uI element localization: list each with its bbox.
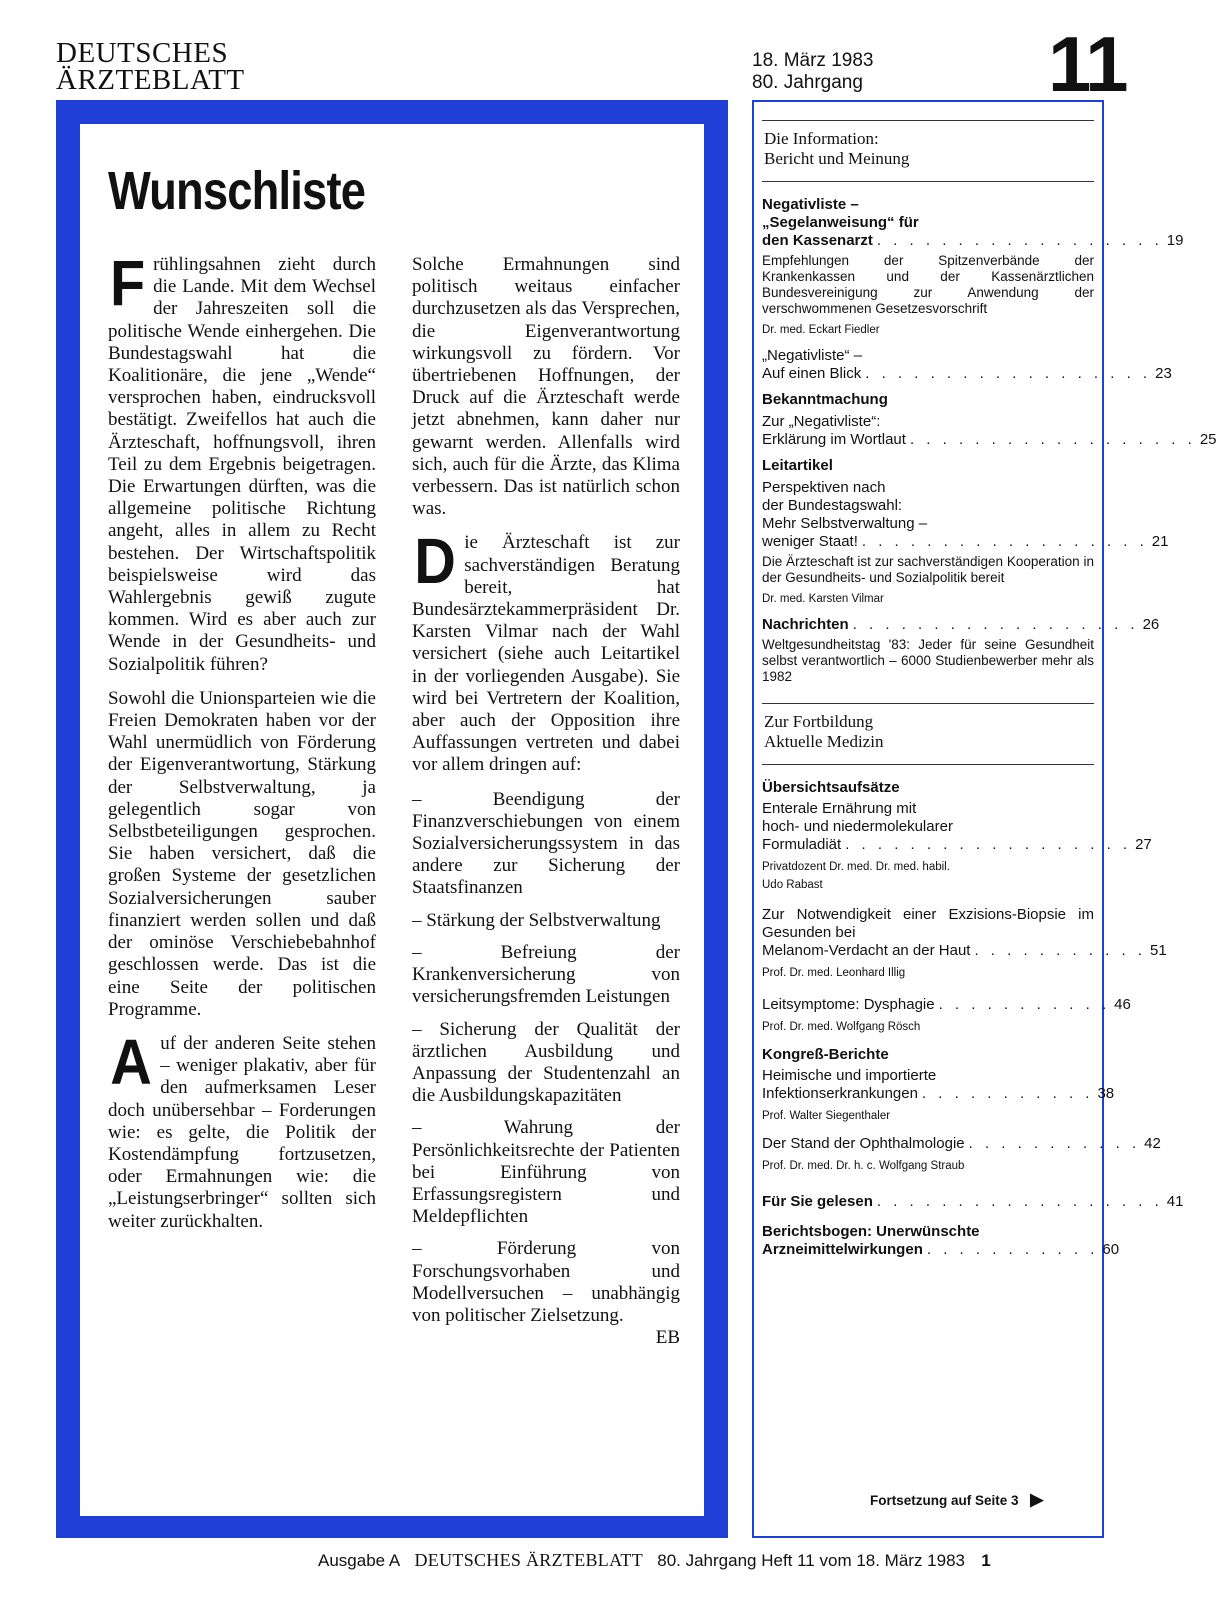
issue-volume: 80. Jahrgang [752,72,863,93]
page-number: 51 [1149,942,1167,959]
paragraph-4: Solche Ermahnungen sind politisch weitaus einfacher durchzusetzen als das Versprechen, die Eigenverantwortung wirkungsvoll zu fördern. Vor übertriebenen Hoffnungen, der Druck auf die Ärzteschaft werde jetzt abnehmen, kann daher nur gewarnt werden. Allenfalls wird sich, auch für die Ärzte, das Klima verbessern. Das ist natürlich schon was. [412,254,680,520]
divider [762,181,1094,182]
page-number: 38 [1097,1085,1115,1102]
toc-subheading: Übersichtsaufsätze [762,779,900,796]
toc-author: Prof. Walter Siegenthaler [762,1110,891,1122]
list-item: – Förderung von Forschungsvorhaben und Modellversuchen – unabhängig von politischer Zielsetzung. EB [412,1238,680,1349]
play-arrow-icon: ▶ [1030,1490,1044,1509]
toc-entry-auf-einen-blick[interactable]: „Negativliste“ – Auf einen Blick . . . . . . . . . . . . . . . . . . 23 [762,347,1172,382]
page-number: 60 [1102,1241,1120,1258]
toc-author: Dr. med. Karsten Vilmar [762,593,884,605]
section-header-information: Die Information: Bericht und Meinung [764,129,910,168]
drop-cap: A [110,1025,152,1098]
list-item: – Sicherung der Qualität der ärztlichen Ausbildung und Anpassung der Studentenzahl an die Ausbildungskapazitäten [412,1018,680,1107]
toc-entry-ophthalmologie[interactable]: Der Stand der Ophthalmologie . . . . . . . . . . . 42 Prof. Dr. med. Dr. h. c. Wolfgang Straub [762,1135,1094,1175]
page-number: 46 [1114,996,1131,1013]
paragraph-3: Auf der anderen Seite stehen – weniger plakativ, aber für den aufmerksamen Leser doch unübersehbar – Forderungen wie: es gelte, die Politik der Kostendämpfung fortzusetzen, oder Ermahnungen wie: die „Leistungserbringer“ sollten sich weiter zurückhalten. [108,1025,376,1232]
toc-entry-berichtsbogen[interactable]: Berichtsbogen: Unerwünschte Arzneimittelwirkungen . . . . . . . . . . . 60 [762,1223,1120,1258]
table-of-contents [762,120,1217,1267]
toc-entry-dysphagie[interactable]: Leitsymptome: Dysphagie . . . . . . . . . . . 46 Prof. Dr. med. Wolfgang Rösch [762,996,1094,1036]
issue-number: 11 [1048,20,1127,108]
toc-entry-infektionserkrankungen[interactable]: Heimische und importierte Infektionserkrankungen . . . . . . . . . . . 38 Prof. Walter Siegenthaler [762,1067,1094,1125]
page-number: 27 [1135,836,1152,853]
toc-author: Prof. Dr. med. Leonhard Illig [762,967,906,979]
page-number: 26 [1142,616,1160,633]
toc-subheading: Kongreß-Berichte [762,1046,889,1063]
footer-issue: 80. Jahrgang Heft 11 vom 18. März 1983 [657,1551,966,1570]
page-number: 19 [1166,232,1184,249]
article-headline: Wunschliste [108,161,366,221]
divider [762,703,1094,704]
paragraph-5: Die Ärzteschaft ist zur sachverständigen Beratung bereit, hat Bundesärztekammerpräsident Dr. Karsten Vilmar nach der Wahl versichert (siehe auch Leitartikel in der vorliegenden Ausgabe). Sie wird bei Vertretern der Koalition, aber auch der Opposition ihre Auffassungen vertreten und dabei vor allem dringen auf: [412,525,680,776]
page-number: 25 [1199,431,1217,448]
drop-cap: F [109,247,146,319]
footer-journal: DEUTSCHES ÄRZTEBLATT [414,1550,643,1570]
page-number: 23 [1155,365,1172,382]
masthead-line1: DEUTSCHES [56,37,229,69]
page-number: 42 [1144,1135,1161,1152]
divider [762,120,1094,121]
divider [762,764,1094,765]
continued-link[interactable]: Fortsetzung auf Seite 3 ▶ [870,1490,1044,1509]
page-number: 21 [1151,533,1169,550]
toc-entry-fuer-sie-gelesen[interactable]: Für Sie gelesen . . . . . . . . . . . . . . . . . . 41 [762,1193,1184,1210]
page-number: 41 [1166,1193,1184,1210]
footer-page-number: 1 [981,1551,991,1570]
drop-cap: D [414,525,456,598]
section-header-fortbildung: Zur Fortbildung Aktuelle Medizin [764,712,884,751]
toc-subheading: Leitartikel [762,457,833,474]
toc-author: Udo Rabast [762,879,823,891]
footer-edition: Ausgabe A [318,1551,401,1570]
list-item: – Stärkung der Selbstverwaltung [412,909,661,931]
toc-entry-nachrichten[interactable]: Nachrichten . . . . . . . . . . . . . . . . . . 26 Weltgesundheitstag '83: Jeder für seine Gesundheit selbst verantwortlich – 6000 Studienbewerber mehr als 1982 [762,616,1160,684]
toc-entry-enterale-ernaehrung[interactable]: Enterale Ernährung mit hoch- und niedermolekularer Formuladiät . . . . . . . . . . . . . . . . . . 27 Privatdozent Dr. med. Dr. med. habil. Udo Rabast [762,800,1094,894]
toc-entry-exzisions-biopsie[interactable]: Zur Notwendigkeit einer Exzisions-Biopsie im Gesunden bei Melanom-Verdacht an der Haut . . . . . . . . . . . 51 Prof. Dr. med. Leonhard Illig [762,906,1094,982]
list-item: – Befreiung der Krankenversicherung von versicherungsfremden Leistungen [412,941,680,1008]
toc-entry-negativliste[interactable]: Negativliste – „Segelanweisung“ für den Kassenarzt . . . . . . . . . . . . . . . . . . 19 Empfehlungen der Spitzenverbände der Krankenkassen und der Kassenärztlichen Bundesvereinigung zur Anwendung der verschwommenen Gesetzesvorschrift Dr. med. Eckart Fiedler [762,196,1094,339]
toc-author: Privatdozent Dr. med. Dr. med. habil. [762,861,950,873]
toc-author: Prof. Dr. med. Dr. h. c. Wolfgang Straub [762,1160,965,1172]
page-footer [318,1550,991,1571]
article-column-left [108,247,376,1245]
article-column-right [412,254,680,1359]
issue-date: 18. März 1983 [752,50,874,71]
editorial-article [80,124,704,1516]
list-item: – Wahrung der Persönlichkeitsrechte der Patienten bei Einführung von Erfassungsregistern und Meldepflichten [412,1117,680,1228]
issue-date-block [752,50,873,94]
demands-list [412,789,680,1350]
list-item: – Beendigung der Finanzverschiebungen von einem Sozialversicherungssystem in das andere zur Sicherung der Staatsfinanzen [412,788,680,899]
masthead-line2: ÄRZTEBLATT [56,64,245,96]
toc-author: Prof. Dr. med. Wolfgang Rösch [762,1021,921,1033]
masthead-logo [56,37,245,96]
author-signature: EB [655,1327,680,1349]
toc-entry-leitartikel[interactable]: Leitartikel Perspektiven nach der Bundestagswahl: Mehr Selbstverwaltung – weniger Staat! . . . . . . . . . . . . . . . . . . 21 Die Ärzteschaft ist zur sachverständigen Kooperation in der Gesundheits- und Sozialpolitik bereit Dr. med. Karsten Vilmar [762,457,1094,608]
toc-author: Dr. med. Eckart Fiedler [762,324,880,336]
paragraph-1: Frühlingsahnen zieht durch die Lande. Mit dem Wechsel der Jahreszeiten soll die politische Wende einhergehen. Die Bundestagswahl hat die Koalitionäre, die jene „Wende“ versprochen haben, eindrucksvoll bestätigt. Zweifellos hat auch die Ärzteschaft, hoffnungsvoll, ihren Teil zu dem Ergebnis beigetragen. Die Erwartungen dürften, was die allgemeine politische Richtung angeht, alles in allem zu Recht bestehen. Der Wirtschaftspolitik beispielsweise wird das Wahlergebnis gewiß zugute kommen. Wird es aber auch zur Wende in der Gesundheits- und Sozialpolitik führen? [108,247,376,675]
toc-entry-bekanntmachung[interactable]: Bekanntmachung Zur „Negativliste“: Erklärung im Wortlaut . . . . . . . . . . . . . . . . . . 25 [762,391,1217,448]
toc-subheading: Bekanntmachung [762,391,888,408]
paragraph-2: Sowohl die Unionsparteien wie die Freien Demokraten haben vor der Wahl unermüdlich von Förderung der Eigenverantwortung, Stärkung der Selbstverwaltung, ja gelegentlich sogar von Selbstbeteiligungen gesprochen. Sie haben versichert, daß die großen Systeme der gesetzlichen Sozialversicherungen sauber finanziert werden sollen und daß der ominöse Verschiebebahnhof geschlossen werde. Das ist die eine Seite der politischen Programme. [108,687,376,1020]
